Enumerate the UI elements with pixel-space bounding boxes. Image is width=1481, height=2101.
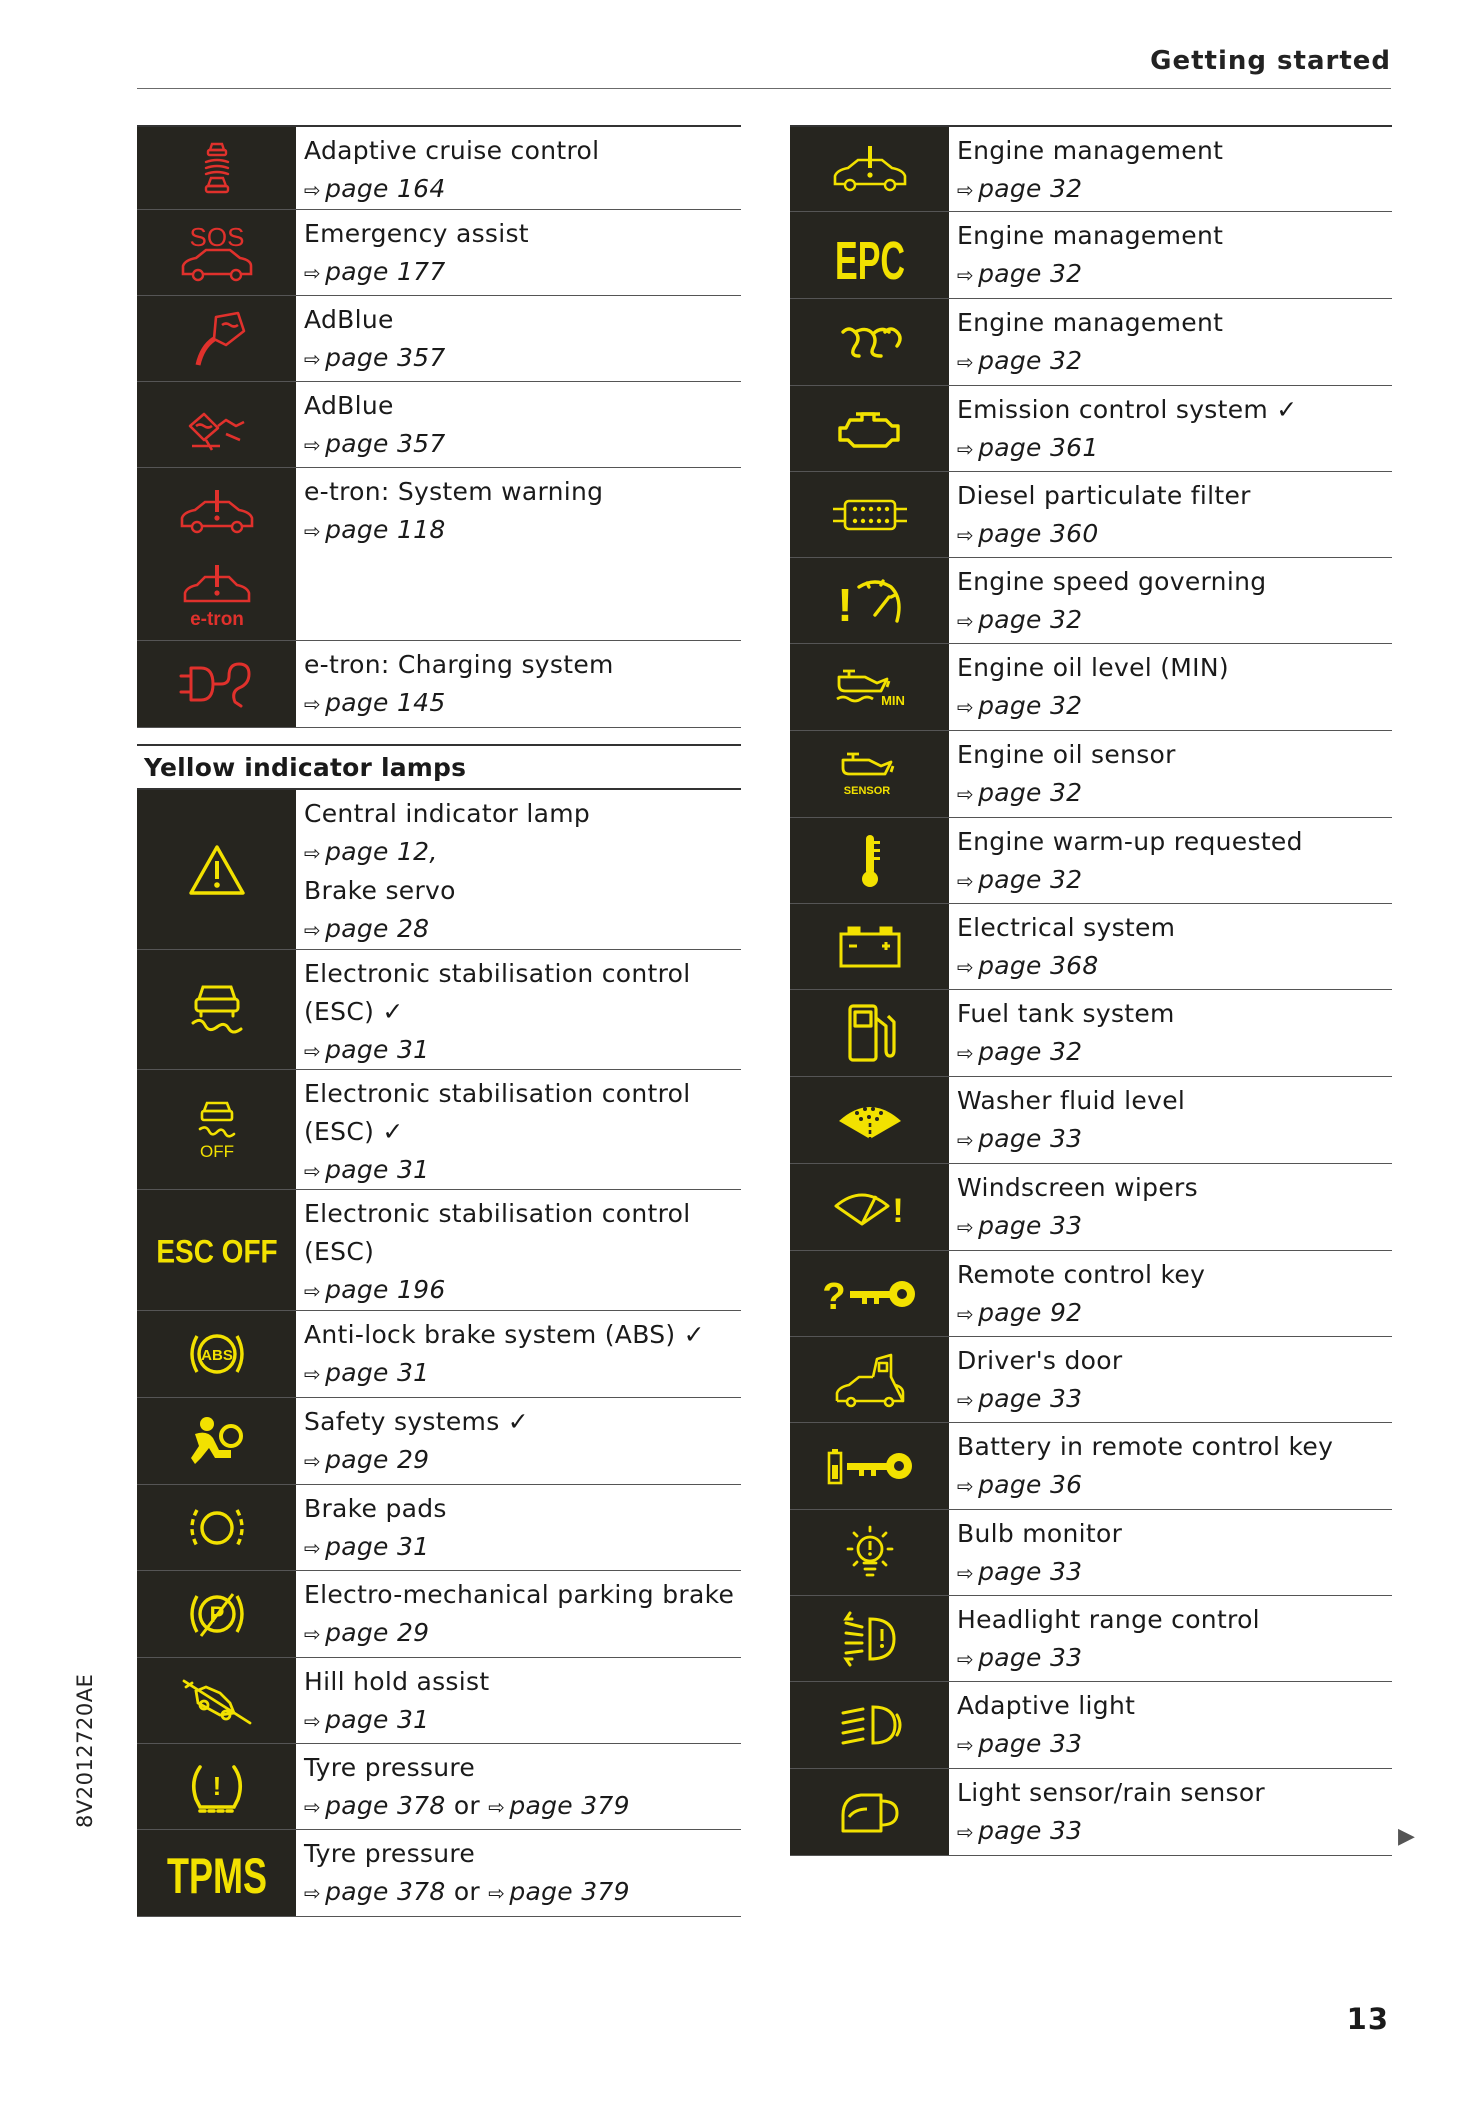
page-reference[interactable]: ⇨ page 12,	[304, 837, 438, 866]
lamp-entry	[137, 382, 741, 468]
svg-text:SOS: SOS	[189, 221, 244, 252]
oil-level-min-icon	[790, 644, 949, 730]
page-reference[interactable]: ⇨ page 92	[957, 1298, 1083, 1327]
page-reference[interactable]: ⇨ page 357	[304, 429, 446, 458]
svg-text:!: !	[212, 1770, 221, 1801]
lamp-label: Engine warm-up requested	[957, 827, 1303, 856]
document-code: 8V2012720AE	[73, 1673, 97, 1828]
epc-icon	[790, 212, 949, 298]
lamp-label: Electronic stabilisation control	[304, 959, 691, 988]
lamp-entry	[137, 1744, 741, 1830]
svg-text:!: !	[836, 578, 853, 631]
page-reference[interactable]: ⇨ page 32	[957, 346, 1083, 375]
diesel-particulate-filter-icon	[790, 472, 949, 557]
lamp-label: Tyre pressure	[304, 1839, 476, 1868]
emergency-assist-sos-icon	[137, 210, 296, 295]
lamp-entry	[790, 1510, 1392, 1596]
lamp-label: Electrical system	[957, 913, 1176, 942]
page-reference[interactable]: ⇨ page 378 or ⇨ page 379	[304, 1791, 630, 1820]
right-column	[790, 125, 1392, 1856]
drivers-door-icon	[790, 1337, 949, 1422]
lamp-entry	[790, 904, 1392, 990]
parking-brake-icon	[137, 1571, 296, 1657]
continue-arrow-icon: ▶	[1398, 1824, 1415, 1849]
lamp-label: Tyre pressure	[304, 1753, 476, 1782]
lamp-entry	[137, 1658, 741, 1744]
lamp-label: AdBlue	[304, 391, 394, 420]
lamp-label: Battery in remote control key	[957, 1432, 1334, 1461]
page-reference[interactable]: ⇨ page 32	[957, 1037, 1083, 1066]
page-reference[interactable]: ⇨ page 32	[957, 778, 1083, 807]
lamp-label: Adaptive light	[957, 1691, 1136, 1720]
lamp-label: Central indicator lamp	[304, 799, 591, 828]
engine-management-car-icon	[790, 127, 949, 211]
emission-control-icon	[790, 386, 949, 471]
lamp-label: Fuel tank system	[957, 999, 1175, 1028]
lamp-label: Headlight range control	[957, 1605, 1260, 1634]
page-reference[interactable]: ⇨ page 33	[957, 1384, 1083, 1413]
page-header	[137, 40, 1391, 89]
lamp-entry	[790, 1164, 1392, 1251]
page-reference[interactable]: ⇨ page 33	[957, 1557, 1083, 1586]
tyre-pressure-icon	[137, 1744, 296, 1829]
fuel-pump-icon	[790, 990, 949, 1076]
page-reference[interactable]: ⇨ page 31	[304, 1358, 430, 1387]
lamp-entry	[137, 1830, 741, 1917]
lamp-entry	[137, 1070, 741, 1190]
page-reference[interactable]: ⇨ page 357	[304, 343, 446, 372]
lamp-entry	[137, 468, 741, 554]
page-reference[interactable]: ⇨ page 361	[957, 433, 1099, 462]
lamp-label: Bulb monitor	[957, 1519, 1123, 1548]
page-reference[interactable]: ⇨ page 29	[304, 1445, 430, 1474]
svg-text:MIN: MIN	[880, 693, 905, 708]
lamp-entry	[790, 1596, 1392, 1682]
etron-charging-icon	[137, 641, 296, 727]
lamp-entry	[790, 386, 1392, 472]
left-column	[137, 125, 741, 1917]
lamp-entry	[790, 644, 1392, 731]
lamp-entry	[137, 1571, 741, 1658]
lamp-entry	[137, 127, 741, 210]
lamp-label: Emission control system ✓	[957, 395, 1298, 424]
lamp-label: Emergency assist	[304, 219, 529, 248]
svg-text:ESC OFF: ESC OFF	[155, 1234, 278, 1271]
engine-speed-icon	[790, 558, 949, 643]
washer-fluid-icon	[790, 1077, 949, 1163]
lamp-entry	[790, 1337, 1392, 1423]
page-reference[interactable]: ⇨ page 33	[957, 1729, 1083, 1758]
windscreen-wiper-icon	[790, 1164, 949, 1250]
lamp-label: Engine management	[957, 308, 1224, 337]
lamp-label: Diesel particulate filter	[957, 481, 1251, 510]
lamp-entry	[790, 818, 1392, 904]
lamp-label: Hill hold assist	[304, 1667, 490, 1696]
page-reference[interactable]: ⇨ page 36	[957, 1470, 1083, 1499]
page-reference[interactable]: ⇨ page 368	[957, 951, 1099, 980]
abs-icon	[137, 1311, 296, 1397]
central-indicator-warning-icon	[137, 790, 296, 949]
adblue-icon	[137, 296, 296, 381]
lamp-entry	[137, 790, 741, 950]
lamp-entry	[790, 1423, 1392, 1510]
page-reference[interactable]: ⇨ page 31	[304, 1532, 430, 1561]
tpms-icon	[137, 1830, 296, 1916]
lamp-label: Engine speed governing	[957, 567, 1267, 596]
svg-text:SENSOR: SENSOR	[843, 785, 890, 797]
lamp-entry	[790, 299, 1392, 386]
lamp-entry	[790, 990, 1392, 1077]
page-reference[interactable]: ⇨ page 28	[304, 914, 430, 943]
page-reference[interactable]: ⇨ page 177	[304, 257, 446, 286]
section-title-yellow-lamps: Yellow indicator lamps	[137, 744, 741, 788]
lamp-label: Anti-lock brake system (ABS) ✓	[304, 1320, 705, 1349]
lamp-label: Safety systems ✓	[304, 1407, 530, 1436]
light-rain-sensor-icon	[790, 1769, 949, 1855]
lamp-entry	[790, 1077, 1392, 1164]
page-reference[interactable]: ⇨ page 378 or ⇨ page 379	[304, 1877, 630, 1906]
safety-systems-icon	[137, 1398, 296, 1484]
lamp-entry	[790, 125, 1392, 212]
svg-text:ABS: ABS	[200, 1347, 233, 1364]
lamp-label-secondary: Brake servo	[304, 876, 456, 905]
adaptive-light-icon	[790, 1682, 949, 1768]
lamp-label: Engine management	[957, 136, 1224, 165]
lamp-entry	[790, 1769, 1392, 1856]
lamp-label: Brake pads	[304, 1494, 447, 1523]
bulb-monitor-icon	[790, 1510, 949, 1595]
page-reference[interactable]: ⇨ page 32	[957, 865, 1083, 894]
lamp-label: Remote control key	[957, 1260, 1206, 1289]
lamp-entry	[137, 1485, 741, 1571]
page-reference[interactable]: ⇨ page 33	[957, 1124, 1083, 1153]
yellow-lamps-table	[137, 788, 741, 1917]
lamp-label: Driver's door	[957, 1346, 1123, 1375]
page-reference[interactable]: ⇨ page 31	[304, 1035, 430, 1064]
svg-text:OFF: OFF	[199, 1141, 234, 1161]
lamp-label: Electronic stabilisation control	[304, 1199, 691, 1228]
lamp-label: e-tron: Charging system	[304, 650, 614, 679]
lamp-entry	[137, 950, 741, 1070]
svg-text:TPMS: TPMS	[166, 1848, 267, 1904]
lamp-label: Washer fluid level	[957, 1086, 1186, 1115]
page-number: 13	[1346, 2002, 1389, 2036]
lamp-label-cont: (ESC) ✓	[304, 1117, 404, 1146]
page-reference[interactable]: ⇨ page 32	[957, 259, 1083, 288]
page-reference[interactable]: ⇨ page 32	[957, 691, 1083, 720]
lamp-entry	[790, 1251, 1392, 1337]
lamp-entry	[137, 1398, 741, 1485]
hill-hold-icon	[137, 1658, 296, 1743]
adblue-refill-icon	[137, 382, 296, 467]
lamp-entry	[137, 554, 741, 641]
lamp-entry	[137, 1190, 741, 1311]
page-reference[interactable]: ⇨ page 32	[957, 174, 1083, 203]
lamp-entry	[790, 558, 1392, 644]
page-reference[interactable]: ⇨ page 32	[957, 605, 1083, 634]
lamp-label: Electronic stabilisation control	[304, 1079, 691, 1108]
etron-system-warning-icon	[137, 468, 296, 554]
lamp-entry	[790, 472, 1392, 558]
svg-text:e-tron: e-tron	[189, 609, 244, 630]
page-reference[interactable]: ⇨ page 196	[304, 1275, 446, 1304]
remote-key-icon	[790, 1251, 949, 1336]
lamp-label-cont: (ESC) ✓	[304, 997, 404, 1026]
brake-pads-icon	[137, 1485, 296, 1570]
page-reference[interactable]: ⇨ page 29	[304, 1618, 430, 1647]
lamp-label: AdBlue	[304, 305, 394, 334]
lamp-entry	[790, 731, 1392, 818]
svg-text:EPC: EPC	[834, 231, 905, 291]
svg-text:P: P	[209, 1602, 224, 1627]
page-reference[interactable]: ⇨ page 118	[304, 515, 446, 544]
adaptive-cruise-control-icon	[137, 127, 296, 209]
esc-off-text-icon	[137, 1190, 296, 1310]
section-header-title: Getting started	[1150, 46, 1391, 76]
lamp-entry	[137, 210, 741, 296]
lamp-label: Engine oil sensor	[957, 740, 1176, 769]
page-reference[interactable]: ⇨ page 31	[304, 1705, 430, 1734]
page-reference[interactable]: ⇨ page 33	[957, 1643, 1083, 1672]
page-reference[interactable]: ⇨ page 31	[304, 1155, 430, 1184]
page-reference[interactable]: ⇨ page 33	[957, 1816, 1083, 1845]
lamp-label-cont: (ESC)	[304, 1237, 375, 1266]
headlight-range-icon	[790, 1596, 949, 1681]
page-reference[interactable]: ⇨ page 33	[957, 1211, 1083, 1240]
lamp-entry	[790, 212, 1392, 299]
lamp-label: Windscreen wipers	[957, 1173, 1198, 1202]
lamp-entry	[137, 641, 741, 728]
lamp-label: Adaptive cruise control	[304, 136, 600, 165]
esc-icon	[137, 950, 296, 1069]
key-battery-icon	[790, 1423, 949, 1509]
lamp-label: Light sensor/rain sensor	[957, 1778, 1265, 1807]
page-reference[interactable]: ⇨ page 164	[304, 174, 446, 203]
lamp-label: Engine oil level (MIN)	[957, 653, 1229, 682]
page-reference[interactable]: ⇨ page 360	[957, 519, 1099, 548]
etron-warning-icon	[137, 554, 296, 640]
glow-plug-icon	[790, 299, 949, 385]
battery-icon	[790, 904, 949, 989]
thermometer-icon	[790, 818, 949, 903]
esc-off-icon	[137, 1070, 296, 1189]
lamp-label: Engine management	[957, 221, 1224, 250]
page-reference[interactable]: ⇨ page 145	[304, 688, 446, 717]
lamp-label: e-tron: System warning	[304, 477, 604, 506]
oil-sensor-icon	[790, 731, 949, 817]
svg-text:?: ?	[821, 1275, 846, 1318]
lamp-entry	[137, 1311, 741, 1398]
svg-text:!: !	[891, 1192, 904, 1230]
lamp-label: Electro-mechanical parking brake	[304, 1580, 735, 1609]
lamp-entry	[137, 296, 741, 382]
red-lamps-table	[137, 125, 741, 728]
lamp-entry	[790, 1682, 1392, 1769]
